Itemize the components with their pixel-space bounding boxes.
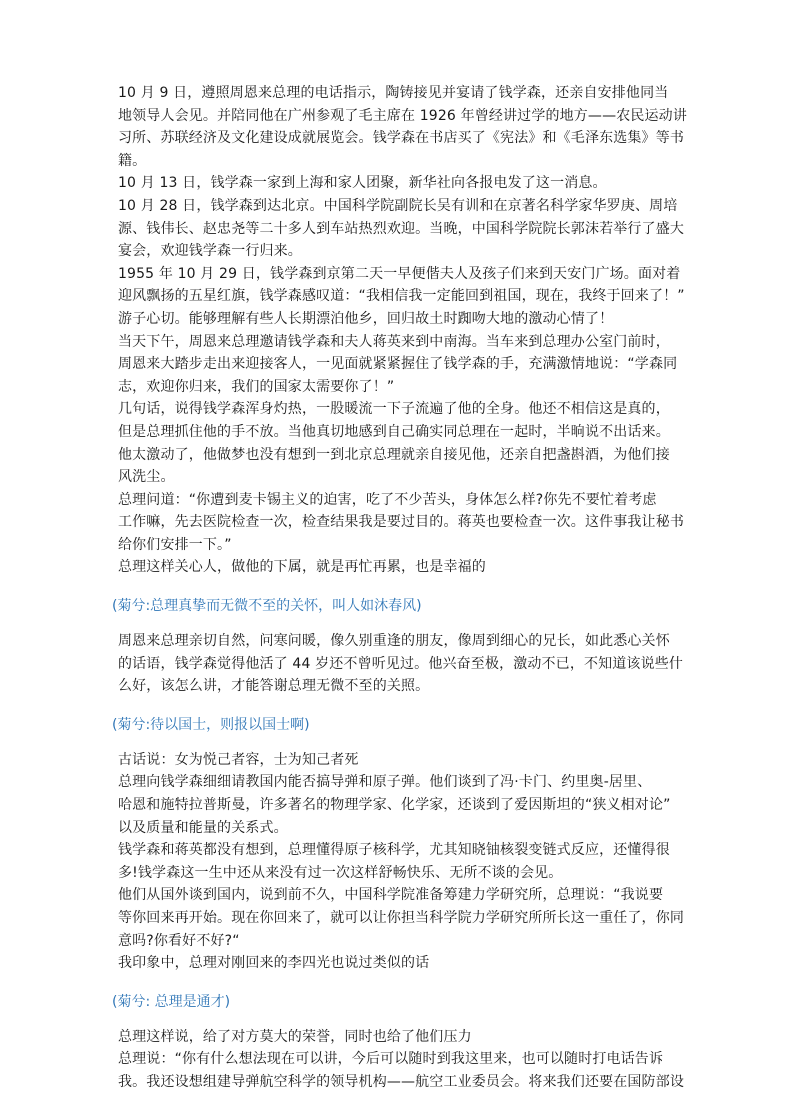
editor-comment: (菊兮:待以国士，则报以国士啊): [112, 716, 310, 733]
paragraph: 我印象中，总理对刚回来的李四光也说过类似的话: [118, 955, 430, 972]
paragraph: 10 月 28 日，钱学森到达北京。中国科学院副院长吴有训和在京著名科学家华罗庚、周培 源、钱伟长、赵忠尧等二十多人到车站热烈欢迎。当晚，中国科学院院长郭沫若举行了盛大 宴会，欢迎钱学森一行归来。: [118, 197, 684, 260]
paragraph: 1955 年 10 月 29 日，钱学森到京第二天一早便偕夫人及孩子们来到天安门广场。面对着 迎风飘扬的五星红旗，钱学森感叹道：“我相信我一定能回到祖国，现在，我终于回来了！” 游子心切。能够理解有些人长期漂泊他乡，回归故土时踟吻大地的激动心情了！: [118, 265, 685, 327]
paragraph: 他们从国外谈到国内，说到前不久，中国科学院准备筹建力学研究所，总理说：“我说要 等你回来再开始。现在你回来了，就可以让你担当科学院力学研究所所长这一重任了，你同 意吗?你看好不好?“: [118, 887, 684, 949]
paragraph: 几句话，说得钱学森浑身灼热，一股暖流一下子流遍了他的全身。他还不相信这是真的， 但是总理抓住他的手不放。当他真切地感到自己确实同总理在一起时，半晌说不出话来。: [118, 401, 670, 440]
paragraph: 10 月 13 日，钱学森一家到上海和家人团聚，新华社向各报电发了这一消息。: [118, 175, 607, 192]
paragraph: 周恩来总理亲切自然，问寒问暖，像久别重逢的朋友，像周到细心的兄长，如此悉心关怀 的话语，钱学森觉得他活了 44 岁还不曾听见过。他兴奋至极，激动不已，不知道该说些什 么好，该怎么讲，才能答谢总理无微不至的关照。: [118, 633, 684, 695]
editor-comment: (菊兮: 总理是通才): [112, 993, 231, 1010]
paragraph: 总理说：“你有什么想法现在可以讲，今后可以随时到我这里来，也可以随时打电话告诉 我。我还设想组建导弹航空科学的领导机构——航空工业委员会。将来我们还要在国防部设: [118, 1051, 684, 1090]
paragraph: 总理向钱学森细细请教国内能否搞导弹和原子弹。他们谈到了冯·卡门、约里奥-居里、 哈恩和施特拉普斯曼，许多著名的物理学家、化学家，还谈到了爱因斯坦的“狭义相对论” 以及质量和能量的关系式。: [118, 774, 671, 836]
paragraph: 总理问道：“你遭到麦卡锡主义的迫害，吃了不少苦头，身体怎么样?你先不要忙着考虑 工作嘛，先去医院检查一次，检查结果我是要过目的。蒋英也要检查一次。这件事我让秘书 给你们安排一下。”: [118, 491, 684, 553]
paragraph: 钱学森和蒋英都没有想到，总理懂得原子核科学，尤其知晓铀核裂变链式反应，还懂得很 多!钱学森这一生中还从来没有过一次这样舒畅快乐、无所不谈的会见。: [118, 842, 670, 881]
editor-comment: (菊兮:总理真挚而无微不至的关怀，叫人如沐春风): [112, 598, 422, 615]
paragraph: 他太激动了，他做梦也没有想到一到北京总理就亲自接见他，还亲自把盏斟酒，为他们接 风洗尘。: [118, 446, 670, 486]
paragraph: 当天下午，周恩来总理邀请钱学森和夫人蒋英来到中南海。当车来到总理办公室门前时， 周恩来大踏步走出来迎接客人，一见面就紧紧握住了钱学森的手，充满激情地说：“学森同 志，欢迎你归来，我们的国家太需要你了！”: [118, 333, 678, 395]
paragraph: 古话说：女为悦己者容，士为知己者死: [118, 751, 359, 768]
paragraph: 总理这样关心人，做他的下属，就是再忙再累，也是幸福的: [118, 559, 486, 576]
paragraph: 10 月 9 日，遵照周恩来总理的电话指示，陶铸接见并宴请了钱学森，还亲自安排他同当 地领导人会见。并陪同他在广州参观了毛主席在 1926 年曾经讲过学的地方——农民运动讲 习所、苏联经济及文化建设成就展览会。钱学森在书店买了《宪法》和《毛泽东选集》等书 籍。: [118, 85, 687, 169]
paragraph: 总理这样说，给了对方莫大的荣誉，同时也给了他们压力: [118, 1028, 472, 1045]
